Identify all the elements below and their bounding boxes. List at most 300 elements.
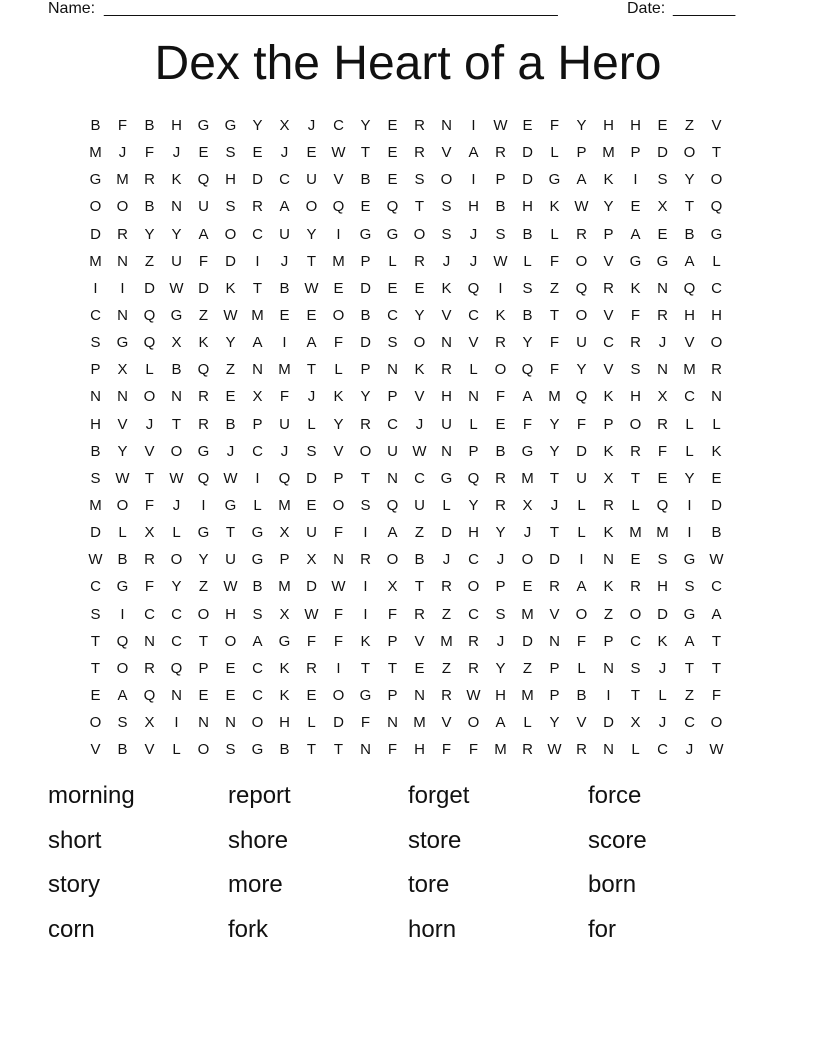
grid-letter[interactable]: T (711, 144, 722, 162)
grid-letter[interactable]: I (336, 659, 341, 677)
grid-letter[interactable]: R (441, 361, 452, 379)
grid-letter[interactable]: G (224, 496, 237, 514)
grid-letter[interactable]: J (226, 442, 235, 460)
grid-letter[interactable]: R (198, 415, 209, 433)
grid-letter[interactable]: S (414, 171, 425, 189)
grid-letter[interactable]: T (549, 469, 560, 487)
grid-letter[interactable]: Y (522, 334, 533, 352)
grid-letter[interactable]: I (471, 171, 476, 189)
grid-letter[interactable]: U (171, 252, 182, 270)
grid-letter[interactable]: S (495, 225, 506, 243)
grid-letter[interactable]: Q (386, 496, 399, 514)
grid-letter[interactable]: Z (198, 578, 209, 596)
grid-letter[interactable]: V (144, 741, 155, 759)
grid-letter[interactable]: W (223, 306, 238, 324)
grid-letter[interactable]: W (709, 741, 724, 759)
grid-letter[interactable]: K (603, 578, 614, 596)
grid-letter[interactable]: R (468, 659, 479, 677)
grid-letter[interactable]: L (685, 415, 694, 433)
grid-letter[interactable]: L (145, 361, 154, 379)
grid-letter[interactable]: H (495, 686, 506, 704)
grid-letter[interactable]: N (198, 714, 209, 732)
grid-letter[interactable]: Y (549, 714, 560, 732)
grid-letter[interactable]: E (198, 686, 209, 704)
grid-letter[interactable]: T (90, 632, 101, 650)
grid-letter[interactable]: G (251, 551, 264, 569)
grid-letter[interactable]: C (711, 279, 722, 297)
grid-letter[interactable]: P (360, 361, 371, 379)
grid-letter[interactable]: P (387, 632, 398, 650)
grid-letter[interactable]: O (386, 551, 399, 569)
grid-letter[interactable]: K (279, 686, 290, 704)
grid-letter[interactable]: L (577, 496, 586, 514)
grid-letter[interactable]: E (306, 144, 317, 162)
grid-letter[interactable]: C (252, 686, 263, 704)
grid-letter[interactable]: I (687, 496, 692, 514)
grid-letter[interactable]: N (441, 117, 452, 134)
grid-letter[interactable]: O (332, 686, 345, 704)
grid-letter[interactable]: Y (549, 415, 560, 433)
grid-letter[interactable]: Z (684, 117, 695, 134)
grid-letter[interactable]: Y (306, 225, 317, 243)
grid-letter[interactable]: J (496, 632, 505, 650)
grid-letter[interactable]: A (711, 605, 722, 623)
grid-letter[interactable]: M (278, 361, 291, 379)
grid-letter[interactable]: Q (197, 469, 210, 487)
grid-letter[interactable]: D (90, 524, 101, 542)
grid-letter[interactable]: C (630, 632, 641, 650)
grid-letter[interactable]: X (252, 388, 263, 406)
grid-letter[interactable]: V (603, 306, 614, 324)
grid-letter[interactable]: A (306, 334, 317, 352)
grid-letter[interactable]: O (683, 144, 696, 162)
grid-letter[interactable]: O (197, 741, 210, 759)
grid-letter[interactable]: F (576, 632, 587, 650)
grid-letter[interactable]: Z (603, 605, 614, 623)
grid-letter[interactable]: U (576, 334, 587, 352)
grid-letter[interactable]: K (603, 524, 614, 542)
grid-letter[interactable]: A (576, 578, 587, 596)
grid-letter[interactable]: T (414, 198, 425, 216)
grid-letter[interactable]: R (630, 578, 641, 596)
grid-letter[interactable]: B (414, 551, 425, 569)
grid-letter[interactable]: Q (170, 659, 183, 677)
grid-letter[interactable]: X (387, 578, 398, 596)
grid-letter[interactable]: S (360, 496, 371, 514)
grid-letter[interactable]: D (144, 279, 155, 297)
grid-letter[interactable]: I (471, 117, 476, 134)
grid-letter[interactable]: B (711, 524, 722, 542)
grid-letter[interactable]: P (495, 171, 506, 189)
grid-letter[interactable]: S (630, 659, 641, 677)
grid-letter[interactable]: J (280, 144, 289, 162)
grid-letter[interactable]: A (684, 252, 695, 270)
grid-letter[interactable]: D (657, 144, 668, 162)
grid-letter[interactable]: N (171, 198, 182, 216)
grid-letter[interactable]: F (144, 144, 155, 162)
grid-letter[interactable]: W (466, 686, 481, 704)
grid-letter[interactable]: C (171, 632, 182, 650)
grid-letter[interactable]: Q (656, 496, 669, 514)
grid-letter[interactable]: V (684, 334, 695, 352)
grid-letter[interactable]: E (198, 144, 209, 162)
grid-letter[interactable]: T (549, 524, 560, 542)
grid-letter[interactable]: V (144, 442, 155, 460)
grid-letter[interactable]: C (90, 578, 101, 596)
grid-letter[interactable]: O (494, 361, 507, 379)
grid-letter[interactable]: T (711, 659, 722, 677)
grid-letter[interactable]: W (331, 144, 346, 162)
grid-letter[interactable]: H (171, 117, 182, 134)
grid-letter[interactable]: K (657, 632, 668, 650)
grid-letter[interactable]: G (440, 469, 453, 487)
grid-letter[interactable]: G (224, 117, 237, 134)
grid-letter[interactable]: D (225, 252, 236, 270)
grid-letter[interactable]: H (441, 388, 452, 406)
grid-letter[interactable]: R (414, 117, 425, 134)
grid-letter[interactable]: S (90, 334, 101, 352)
grid-letter[interactable]: O (467, 714, 480, 732)
grid-letter[interactable]: J (118, 144, 127, 162)
grid-letter[interactable]: I (687, 524, 692, 542)
grid-letter[interactable]: O (413, 334, 426, 352)
grid-letter[interactable]: W (304, 605, 319, 623)
grid-letter[interactable]: U (306, 524, 317, 542)
grid-letter[interactable]: O (710, 334, 723, 352)
grid-letter[interactable]: Y (171, 578, 182, 596)
grid-letter[interactable]: F (711, 686, 722, 704)
grid-letter[interactable]: G (359, 225, 372, 243)
grid-letter[interactable]: O (224, 225, 237, 243)
grid-letter[interactable]: L (658, 686, 667, 704)
grid-letter[interactable]: G (89, 171, 102, 189)
grid-letter[interactable]: F (333, 605, 344, 623)
grid-letter[interactable]: H (684, 306, 695, 324)
grid-letter[interactable]: R (360, 551, 371, 569)
grid-letter[interactable]: E (333, 279, 344, 297)
grid-letter[interactable]: R (252, 198, 263, 216)
grid-letter[interactable]: O (170, 551, 183, 569)
grid-letter[interactable]: Y (495, 524, 506, 542)
grid-letter[interactable]: J (523, 524, 532, 542)
grid-letter[interactable]: J (415, 415, 424, 433)
grid-letter[interactable]: R (522, 741, 533, 759)
grid-letter[interactable]: C (468, 551, 479, 569)
grid-letter[interactable]: M (332, 252, 345, 270)
grid-letter[interactable]: C (333, 117, 344, 134)
grid-letter[interactable]: H (657, 578, 668, 596)
grid-letter[interactable]: T (684, 659, 695, 677)
grid-letter[interactable]: Q (521, 361, 534, 379)
grid-letter[interactable]: F (549, 361, 560, 379)
grid-letter[interactable]: Y (225, 334, 236, 352)
grid-letter[interactable]: S (657, 171, 668, 189)
grid-letter[interactable]: B (252, 578, 263, 596)
grid-letter[interactable]: F (657, 442, 668, 460)
grid-letter[interactable]: N (711, 388, 722, 406)
grid-letter[interactable]: A (495, 714, 506, 732)
grid-letter[interactable]: M (440, 632, 453, 650)
grid-letter[interactable]: P (468, 442, 479, 460)
grid-letter[interactable]: R (711, 361, 722, 379)
grid-letter[interactable]: K (603, 171, 614, 189)
grid-letter[interactable]: L (172, 741, 181, 759)
grid-letter[interactable]: N (171, 686, 182, 704)
grid-letter[interactable]: K (603, 388, 614, 406)
grid-letter[interactable]: O (197, 605, 210, 623)
grid-letter[interactable]: W (412, 442, 427, 460)
grid-letter[interactable]: L (712, 252, 721, 270)
grid-letter[interactable]: X (603, 469, 614, 487)
grid-letter[interactable]: R (414, 144, 425, 162)
grid-letter[interactable]: I (255, 469, 260, 487)
grid-letter[interactable]: T (684, 198, 695, 216)
grid-letter[interactable]: T (90, 659, 101, 677)
grid-letter[interactable]: D (90, 225, 101, 243)
grid-letter[interactable]: T (306, 741, 317, 759)
grid-letter[interactable]: H (225, 605, 236, 623)
grid-letter[interactable]: E (306, 496, 317, 514)
grid-letter[interactable]: Q (575, 388, 588, 406)
grid-letter[interactable]: P (549, 686, 560, 704)
grid-letter[interactable]: N (360, 741, 371, 759)
grid-letter[interactable]: B (117, 741, 128, 759)
grid-letter[interactable]: J (658, 714, 667, 732)
grid-letter[interactable]: S (117, 714, 128, 732)
grid-letter[interactable]: B (144, 117, 155, 134)
grid-letter[interactable]: Q (683, 279, 696, 297)
grid-letter[interactable]: M (683, 361, 696, 379)
grid-letter[interactable]: J (496, 551, 505, 569)
grid-letter[interactable]: G (710, 225, 723, 243)
grid-letter[interactable]: N (657, 361, 668, 379)
grid-letter[interactable]: E (252, 144, 263, 162)
grid-letter[interactable]: L (631, 741, 640, 759)
grid-letter[interactable]: M (278, 496, 291, 514)
grid-letter[interactable]: G (359, 686, 372, 704)
grid-letter[interactable]: I (336, 225, 341, 243)
grid-letter[interactable]: M (629, 524, 642, 542)
grid-letter[interactable]: S (306, 442, 317, 460)
grid-letter[interactable]: T (360, 659, 371, 677)
grid-letter[interactable]: D (333, 714, 344, 732)
grid-letter[interactable]: W (493, 117, 508, 134)
grid-letter[interactable]: O (575, 605, 588, 623)
grid-letter[interactable]: E (387, 117, 398, 134)
grid-letter[interactable]: G (251, 741, 264, 759)
grid-letter[interactable]: J (307, 388, 316, 406)
grid-letter[interactable]: M (548, 388, 561, 406)
grid-letter[interactable]: I (363, 524, 368, 542)
grid-letter[interactable]: E (495, 415, 506, 433)
grid-letter[interactable]: O (710, 171, 723, 189)
grid-letter[interactable]: Q (143, 306, 156, 324)
grid-letter[interactable]: G (629, 252, 642, 270)
grid-letter[interactable]: Z (549, 279, 560, 297)
grid-letter[interactable]: O (575, 306, 588, 324)
grid-letter[interactable]: W (493, 252, 508, 270)
grid-letter[interactable]: F (387, 605, 398, 623)
grid-letter[interactable]: N (252, 361, 263, 379)
grid-letter[interactable]: K (711, 442, 722, 460)
grid-letter[interactable]: J (658, 334, 667, 352)
grid-letter[interactable]: R (630, 334, 641, 352)
grid-letter[interactable]: J (442, 551, 451, 569)
grid-letter[interactable]: B (225, 415, 236, 433)
grid-letter[interactable]: V (333, 171, 344, 189)
grid-letter[interactable]: P (333, 469, 344, 487)
grid-letter[interactable]: N (171, 388, 182, 406)
grid-letter[interactable]: V (711, 117, 722, 134)
grid-letter[interactable]: O (467, 578, 480, 596)
grid-letter[interactable]: Y (495, 659, 506, 677)
grid-letter[interactable]: Y (576, 117, 587, 134)
grid-letter[interactable]: R (306, 659, 317, 677)
grid-letter[interactable]: M (278, 578, 291, 596)
grid-letter[interactable]: R (144, 551, 155, 569)
grid-letter[interactable]: D (522, 632, 533, 650)
grid-letter[interactable]: D (657, 605, 668, 623)
grid-letter[interactable]: R (576, 225, 587, 243)
grid-letter[interactable]: R (495, 334, 506, 352)
grid-letter[interactable]: Z (522, 659, 533, 677)
grid-letter[interactable]: D (360, 334, 371, 352)
grid-letter[interactable]: T (630, 469, 641, 487)
grid-letter[interactable]: R (495, 469, 506, 487)
grid-letter[interactable]: L (523, 252, 532, 270)
grid-letter[interactable]: V (90, 741, 101, 759)
grid-letter[interactable]: U (198, 198, 209, 216)
grid-letter[interactable]: O (332, 496, 345, 514)
grid-letter[interactable]: M (521, 469, 534, 487)
grid-letter[interactable]: G (548, 171, 561, 189)
grid-letter[interactable]: N (603, 741, 614, 759)
grid-letter[interactable]: L (469, 361, 478, 379)
grid-letter[interactable]: L (577, 659, 586, 677)
grid-letter[interactable]: R (603, 279, 614, 297)
grid-letter[interactable]: B (279, 279, 290, 297)
grid-letter[interactable]: E (522, 117, 533, 134)
grid-letter[interactable]: F (306, 632, 317, 650)
grid-letter[interactable]: J (172, 144, 181, 162)
grid-letter[interactable]: O (629, 605, 642, 623)
grid-letter[interactable]: R (414, 252, 425, 270)
grid-letter[interactable]: X (279, 117, 290, 134)
grid-letter[interactable]: I (120, 279, 125, 297)
name-field[interactable]: ___________________________________________________ (104, 0, 558, 17)
grid-letter[interactable]: P (603, 225, 614, 243)
grid-letter[interactable]: F (549, 252, 560, 270)
grid-letter[interactable]: J (172, 496, 181, 514)
grid-letter[interactable]: G (116, 578, 129, 596)
grid-letter[interactable]: R (144, 659, 155, 677)
grid-letter[interactable]: J (442, 252, 451, 270)
grid-letter[interactable]: N (387, 361, 398, 379)
grid-letter[interactable]: L (442, 496, 451, 514)
grid-letter[interactable]: S (387, 334, 398, 352)
grid-letter[interactable]: S (441, 198, 452, 216)
grid-letter[interactable]: V (414, 388, 425, 406)
grid-letter[interactable]: E (657, 117, 668, 134)
grid-letter[interactable]: R (441, 578, 452, 596)
grid-letter[interactable]: C (90, 306, 101, 324)
grid-letter[interactable]: P (495, 578, 506, 596)
grid-letter[interactable]: Z (144, 252, 155, 270)
grid-letter[interactable]: V (549, 605, 560, 623)
grid-letter[interactable]: M (656, 524, 669, 542)
grid-letter[interactable]: O (116, 198, 129, 216)
grid-letter[interactable]: V (441, 144, 452, 162)
grid-letter[interactable]: E (630, 551, 641, 569)
grid-letter[interactable]: E (387, 144, 398, 162)
grid-letter[interactable]: C (603, 334, 614, 352)
grid-letter[interactable]: C (684, 714, 695, 732)
grid-letter[interactable]: X (171, 334, 182, 352)
grid-letter[interactable]: Q (278, 469, 291, 487)
grid-letter[interactable]: W (115, 469, 130, 487)
grid-letter[interactable]: H (603, 117, 614, 134)
grid-letter[interactable]: F (117, 117, 128, 134)
grid-letter[interactable]: S (684, 578, 695, 596)
grid-letter[interactable]: F (549, 334, 560, 352)
grid-letter[interactable]: C (252, 659, 263, 677)
grid-letter[interactable]: N (117, 252, 128, 270)
grid-letter[interactable]: R (495, 144, 506, 162)
grid-letter[interactable]: J (685, 741, 694, 759)
grid-letter[interactable]: K (225, 279, 236, 297)
grid-letter[interactable]: M (521, 686, 534, 704)
grid-letter[interactable]: R (414, 605, 425, 623)
grid-letter[interactable]: M (494, 741, 507, 759)
grid-letter[interactable]: Z (198, 306, 209, 324)
grid-letter[interactable]: L (550, 225, 559, 243)
grid-letter[interactable]: C (252, 225, 263, 243)
grid-letter[interactable]: M (602, 144, 615, 162)
grid-letter[interactable]: W (709, 551, 724, 569)
grid-letter[interactable]: R (144, 171, 155, 189)
grid-letter[interactable]: E (225, 388, 236, 406)
grid-letter[interactable]: D (522, 144, 533, 162)
grid-letter[interactable]: C (468, 605, 479, 623)
grid-letter[interactable]: T (549, 306, 560, 324)
grid-letter[interactable]: R (603, 496, 614, 514)
grid-letter[interactable]: R (495, 496, 506, 514)
grid-letter[interactable]: I (363, 578, 368, 596)
grid-letter[interactable]: Q (386, 198, 399, 216)
grid-letter[interactable]: N (387, 714, 398, 732)
grid-letter[interactable]: H (630, 388, 641, 406)
grid-letter[interactable]: B (279, 741, 290, 759)
grid-letter[interactable]: F (360, 714, 371, 732)
grid-letter[interactable]: N (225, 714, 236, 732)
grid-letter[interactable]: W (88, 551, 103, 569)
grid-letter[interactable]: R (657, 306, 668, 324)
grid-letter[interactable]: E (711, 469, 722, 487)
grid-letter[interactable]: Y (603, 198, 614, 216)
grid-letter[interactable]: O (575, 252, 588, 270)
grid-letter[interactable]: E (414, 659, 425, 677)
grid-letter[interactable]: F (495, 388, 506, 406)
grid-letter[interactable]: X (279, 605, 290, 623)
grid-letter[interactable]: Y (198, 551, 209, 569)
grid-letter[interactable]: U (225, 551, 236, 569)
grid-letter[interactable]: T (630, 686, 641, 704)
grid-letter[interactable]: G (197, 117, 210, 134)
grid-letter[interactable]: Z (225, 361, 236, 379)
grid-letter[interactable]: O (521, 551, 534, 569)
grid-letter[interactable]: N (603, 551, 614, 569)
grid-letter[interactable]: C (144, 605, 155, 623)
